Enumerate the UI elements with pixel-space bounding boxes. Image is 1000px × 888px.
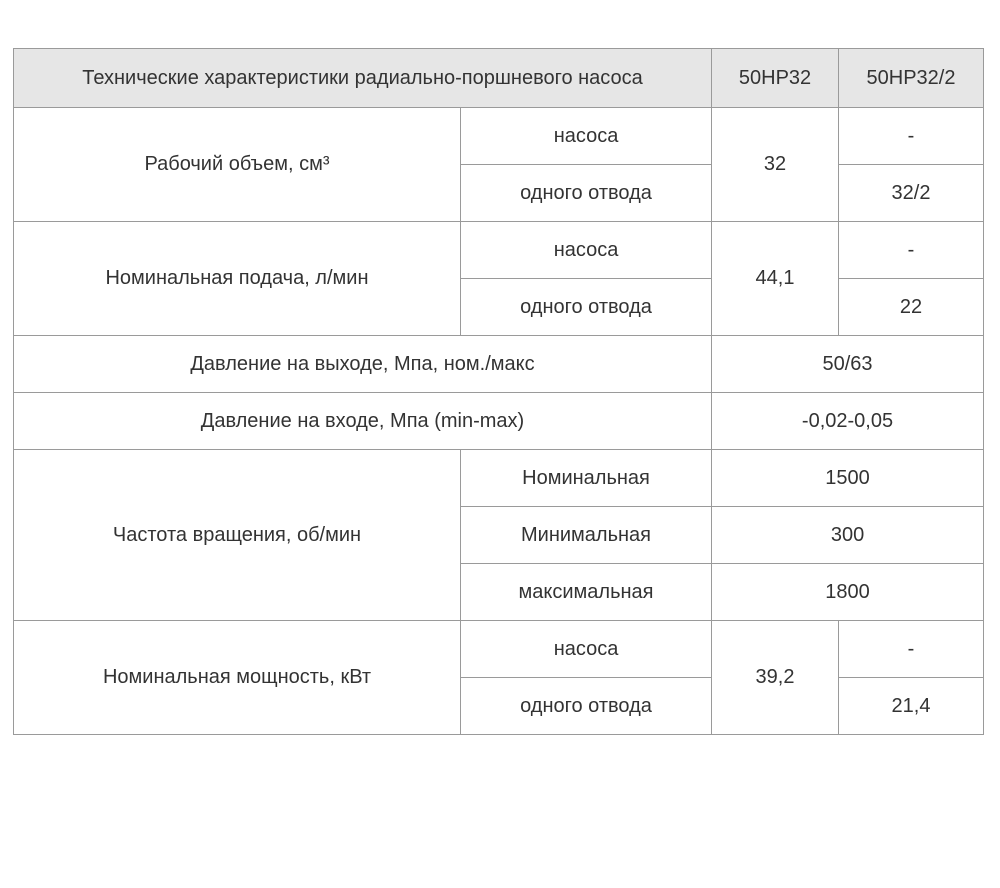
- flow-sub-pump: насоса: [461, 222, 712, 279]
- power-value-a: 39,2: [712, 621, 839, 735]
- volume-pump-b: -: [839, 108, 984, 165]
- table-row: [14, 621, 984, 678]
- speed-min-value: 300: [712, 507, 984, 564]
- volume-sub-pump: насоса: [461, 108, 712, 165]
- flow-pump-b: -: [839, 222, 984, 279]
- inlet-pressure-label: Давление на входе, Мпа (min-max): [14, 393, 712, 450]
- header-title: Технические характеристики радиально-поршневого насоса: [14, 49, 712, 108]
- header-row: [14, 49, 984, 108]
- power-pump-b: -: [839, 621, 984, 678]
- inlet-pressure-value: -0,02-0,05: [712, 393, 984, 450]
- speed-max-label: максимальная: [461, 564, 712, 621]
- outlet-pressure-value: 50/63: [712, 336, 984, 393]
- speed-max-value: 1800: [712, 564, 984, 621]
- speed-min-label: Минимальная: [461, 507, 712, 564]
- speed-label: Частота вращения, об/мин: [14, 450, 461, 621]
- flow-value-a: 44,1: [712, 222, 839, 336]
- power-outlet-b: 21,4: [839, 678, 984, 735]
- speed-nominal-label: Номинальная: [461, 450, 712, 507]
- flow-label: Номинальная подача, л/мин: [14, 222, 461, 336]
- specs-table: [13, 48, 984, 735]
- flow-sub-outlet: одного отвода: [461, 279, 712, 336]
- header-model-50hp32: 50HP32: [712, 49, 839, 108]
- outlet-pressure-label: Давление на выходе, Мпа, ном./макс: [14, 336, 712, 393]
- power-sub-pump: насоса: [461, 621, 712, 678]
- table-row: [14, 108, 984, 165]
- speed-nominal-value: 1500: [712, 450, 984, 507]
- table-row: [14, 336, 984, 393]
- volume-label: Рабочий объем, см³: [14, 108, 461, 222]
- power-sub-outlet: одного отвода: [461, 678, 712, 735]
- volume-outlet-b: 32/2: [839, 165, 984, 222]
- power-label: Номинальная мощность, кВт: [14, 621, 461, 735]
- header-model-50hp32-2: 50HP32/2: [839, 49, 984, 108]
- volume-sub-outlet: одного отвода: [461, 165, 712, 222]
- table-row: [14, 450, 984, 507]
- flow-outlet-b: 22: [839, 279, 984, 336]
- table-row: [14, 222, 984, 279]
- table-row: [14, 393, 984, 450]
- volume-value-a: 32: [712, 108, 839, 222]
